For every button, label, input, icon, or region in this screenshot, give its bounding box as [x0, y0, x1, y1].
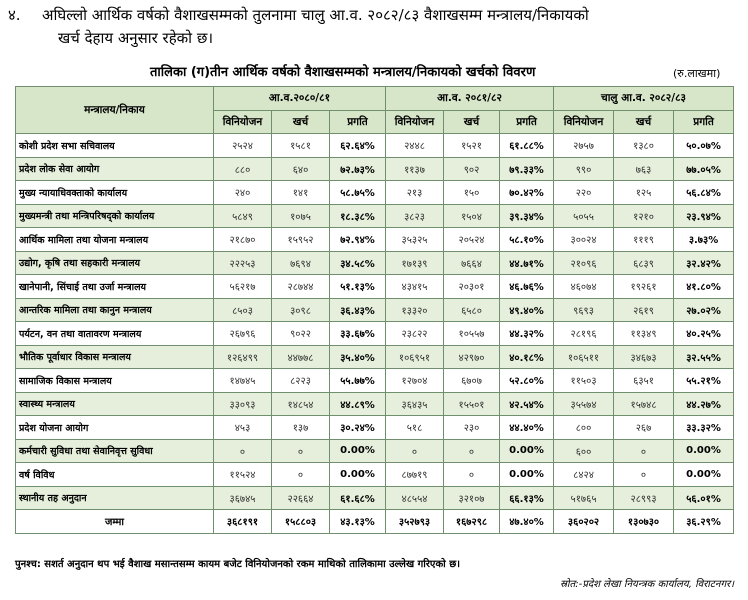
progress-cell: ७७.०५% [674, 157, 734, 181]
amount-cell: २१३ [386, 181, 444, 205]
sub-header: प्रगति [500, 110, 554, 134]
table-row [16, 439, 734, 463]
amount-cell: ९०२२ [272, 322, 330, 346]
intro-paragraph [8, 4, 738, 50]
amount-cell: ३०९८ [272, 298, 330, 322]
amount-cell: ४२९७० [444, 345, 500, 369]
amount-cell: ३६४३५ [386, 392, 444, 416]
amount-cell: १५८१ [272, 134, 330, 158]
progress-cell: 0.00% [674, 439, 734, 463]
amount-cell: ० [614, 439, 674, 463]
progress-cell: 0.00% [500, 439, 554, 463]
ministry-name: उद्योग, कृषि तथा सहकारी मन्त्रालय [16, 251, 214, 275]
amount-cell: २२६६४ [272, 486, 330, 510]
amount-cell: ९०२ [444, 157, 500, 181]
amount-cell: १११९ [614, 228, 674, 252]
table-row [16, 345, 734, 369]
amount-cell: १२७०४ [386, 369, 444, 393]
ministry-name: भौतिक पूर्वाधार विकास मन्त्रालय [16, 345, 214, 369]
amount-cell: २६७ [614, 416, 674, 440]
amount-cell: ७६९४ [272, 251, 330, 275]
amount-cell: १४१ [272, 181, 330, 205]
amount-cell: १३३२० [386, 298, 444, 322]
intro-text-2: खर्च देहाय अनुसार रहेको छ। [58, 29, 214, 47]
table-row [16, 251, 734, 275]
table-row [16, 463, 734, 487]
progress-cell: ५८.७५% [330, 181, 386, 205]
progress-cell: ७२.७३% [330, 157, 386, 181]
amount-cell: ११३७ [386, 157, 444, 181]
amount-cell: ७६६४ [444, 251, 500, 275]
progress-cell: ७२.९४% [330, 228, 386, 252]
amount-cell: २६१९ [614, 298, 674, 322]
amount-cell: २८१९६ [554, 322, 614, 346]
progress-cell: ५५.२१% [674, 369, 734, 393]
progress-cell: ५६.०१% [674, 486, 734, 510]
table-row [16, 486, 734, 510]
table-row [16, 157, 734, 181]
amount-cell: ० [386, 439, 444, 463]
amount-cell: १५० [444, 181, 500, 205]
sub-header: प्रगति [674, 110, 734, 134]
amount-cell: २१८७० [214, 228, 272, 252]
amount-cell: १३७ [272, 416, 330, 440]
amount-cell: १५७४८ [614, 392, 674, 416]
amount-cell: १५५०१ [444, 392, 500, 416]
progress-cell: ७०.४२% [500, 181, 554, 205]
ministry-name: कर्मचारी सुविधा तथा सेवानिवृत्त सुविधा [16, 439, 214, 463]
amount-cell: २६७९६ [214, 322, 272, 346]
progress-cell: ५८.१०% [500, 228, 554, 252]
amount-cell: १०६५११ [554, 345, 614, 369]
progress-cell: २३.९४% [674, 204, 734, 228]
amount-cell: २२० [554, 181, 614, 205]
table-body [16, 134, 734, 534]
ministry-name: स्वास्थ्य मन्त्रालय [16, 392, 214, 416]
amount-cell: ४५३ [214, 416, 272, 440]
progress-cell: ३.७३% [674, 228, 734, 252]
ministry-name: प्रदेश लोक सेवा आयोग [16, 157, 214, 181]
amount-cell: ८५०३ [214, 298, 272, 322]
progress-cell: ६१.६८% [330, 486, 386, 510]
amount-cell: २४० [214, 181, 272, 205]
amount-cell: ३६७४५ [214, 486, 272, 510]
amount-cell: १५०४ [444, 204, 500, 228]
ministry-name: आर्थिक मामिला तथा योजना मन्त्रालय [16, 228, 214, 252]
amount-cell: ४६०७४ [554, 275, 614, 299]
table-row [16, 322, 734, 346]
amount-cell: २३० [444, 416, 500, 440]
sub-header: विनियोजन [214, 110, 272, 134]
progress-cell: ५२.८०% [500, 369, 554, 393]
progress-cell: ४४.४०% [500, 416, 554, 440]
amount-cell: १७१३९ [386, 251, 444, 275]
progress-cell: ४४.८९% [330, 392, 386, 416]
progress-cell: ६६.१३% [500, 486, 554, 510]
amount-cell: ८४२४ [554, 463, 614, 487]
amount-cell: १०७५ [272, 204, 330, 228]
amount-cell: २४४८ [386, 134, 444, 158]
progress-cell: ६१.८८% [500, 134, 554, 158]
ministry-name: सामाजिक विकास मन्त्रालय [16, 369, 214, 393]
amount-cell: १३०७३० [614, 510, 674, 534]
progress-cell: ३६.४३% [330, 298, 386, 322]
progress-cell: ५१.१३% [330, 275, 386, 299]
progress-cell: 0.00% [500, 463, 554, 487]
amount-cell: ३३०९३ [214, 392, 272, 416]
amount-cell: ९६९३ [554, 298, 614, 322]
table-row [16, 298, 734, 322]
amount-cell: ३६०२०२ [554, 510, 614, 534]
total-label: जम्मा [16, 510, 214, 534]
progress-cell: ३३.३२% [674, 416, 734, 440]
sub-header: खर्च [444, 110, 500, 134]
amount-cell: ११५०३ [554, 369, 614, 393]
ministry-name: प्रदेश योजना आयोग [16, 416, 214, 440]
ministry-name: आन्तरिक मामिला तथा कानुन मन्त्रालय [16, 298, 214, 322]
amount-cell: १०५५७ [444, 322, 500, 346]
amount-cell: १०६९५१ [386, 345, 444, 369]
amount-cell: १९२६१ [614, 275, 674, 299]
progress-cell: ४४.३२% [500, 322, 554, 346]
table-caption: तालिका (ग)तीन आर्थिक वर्षको वैशाखसम्मको मन्त्रालय/निकायको खर्चको विवरण [150, 65, 536, 80]
table-row [16, 369, 734, 393]
table-row [16, 181, 734, 205]
footnote: पुनश्च: सशर्त अनुदान थप भई वैशाख मसान्तसम्म कायम बजेट विनियोजनको रकम माथिको तालिकामा उल्लेख गरिएको छ। [15, 559, 461, 570]
amount-cell: १४८५४ [272, 392, 330, 416]
unit-label: (रु.लाखमा) [673, 67, 721, 80]
progress-cell: 0.00% [674, 463, 734, 487]
amount-cell: २०३०१ [444, 275, 500, 299]
progress-cell: ४४.७१% [500, 251, 554, 275]
section-number: ४. [8, 6, 21, 24]
amount-cell: ३६८१९१ [214, 510, 272, 534]
amount-cell: ६४० [272, 157, 330, 181]
ministry-column-header: मन्त्रालय/निकाय [16, 87, 214, 134]
amount-cell: ११५२४ [214, 463, 272, 487]
amount-cell: ४८५५४ [386, 486, 444, 510]
amount-cell: ५१८ [386, 416, 444, 440]
table-row [16, 392, 734, 416]
amount-cell: १५८८०३ [272, 510, 330, 534]
amount-cell: २२२५३ [214, 251, 272, 275]
amount-cell: १२५ [614, 181, 674, 205]
year-header-2: आ.व. २०८१/८२ [386, 87, 554, 111]
total-row [16, 510, 734, 534]
amount-cell: ५०५५ [554, 204, 614, 228]
ministry-name: वर्ष विविध [16, 463, 214, 487]
ministry-name: पर्यटन, वन तथा वातावरण मन्त्रालय [16, 322, 214, 346]
amount-cell: ३५५७४ [554, 392, 614, 416]
amount-cell: १५९५२ [272, 228, 330, 252]
table-row [16, 228, 734, 252]
progress-cell: ३३.६७% [330, 322, 386, 346]
progress-cell: ६२.६४% [330, 134, 386, 158]
amount-cell: ३२१०७ [444, 486, 500, 510]
progress-cell: ३२.५५% [674, 345, 734, 369]
sub-header: विनियोजन [554, 110, 614, 134]
amount-cell: ३८२३ [386, 204, 444, 228]
amount-cell: ९९० [554, 157, 614, 181]
progress-cell: ४१.८०% [674, 275, 734, 299]
progress-cell: १८.३८% [330, 204, 386, 228]
expenditure-table [15, 86, 734, 534]
ministry-name: खानेपानी, सिंचाई तथा उर्जा मन्त्रालय [16, 275, 214, 299]
table-row [16, 275, 734, 299]
amount-cell: २१०९६ [554, 251, 614, 275]
progress-cell: ५०.०७% [674, 134, 734, 158]
progress-cell: ४२.५४% [500, 392, 554, 416]
amount-cell: ४४७७८ [272, 345, 330, 369]
amount-cell: १२६४९९ [214, 345, 272, 369]
amount-cell: ० [272, 463, 330, 487]
progress-cell: ५६.८४% [674, 181, 734, 205]
intro-line-1 [8, 4, 738, 27]
ministry-name: मुख्य न्यायाधिवक्ताको कार्यालय [16, 181, 214, 205]
amount-cell: २०५२४ [444, 228, 500, 252]
amount-cell: २८९९३ [614, 486, 674, 510]
amount-cell: ८७७१९ [386, 463, 444, 487]
amount-cell: ५८४९ [214, 204, 272, 228]
sub-header: खर्च [614, 110, 674, 134]
amount-cell: ६८३९ [614, 251, 674, 275]
progress-cell: ३५.४०% [330, 345, 386, 369]
amount-cell: १६७२९८ [444, 510, 500, 534]
amount-cell: ८०० [554, 416, 614, 440]
ministry-name: स्थानीय तह अनुदान [16, 486, 214, 510]
year-header-1: आ.व.२०८०/८१ [214, 87, 386, 111]
amount-cell: २३८२२ [386, 322, 444, 346]
amount-cell: ६३५१ [614, 369, 674, 393]
progress-cell: 0.00% [330, 463, 386, 487]
amount-cell: १४७४५ [214, 369, 272, 393]
amount-cell: ३००२४ [554, 228, 614, 252]
progress-cell: २७.०२% [674, 298, 734, 322]
progress-cell: ३९.३४% [500, 204, 554, 228]
amount-cell: १५२१ [444, 134, 500, 158]
amount-cell: ८८० [214, 157, 272, 181]
progress-cell: ४७.४०% [500, 510, 554, 534]
amount-cell: ४३४१५ [386, 275, 444, 299]
amount-cell: ६०० [554, 439, 614, 463]
progress-cell: ४०.१८% [500, 345, 554, 369]
amount-cell: ३४६७३ [614, 345, 674, 369]
amount-cell: ३५२७९३ [386, 510, 444, 534]
amount-cell: ३५३२५ [386, 228, 444, 252]
progress-cell: ४६.७६% [500, 275, 554, 299]
amount-cell: २८७४४ [272, 275, 330, 299]
year-header-3: चालु आ.व. २०८२/८३ [554, 87, 734, 111]
amount-cell: ८२२३ [272, 369, 330, 393]
progress-cell: ४९.४०% [500, 298, 554, 322]
amount-cell: ० [272, 439, 330, 463]
amount-cell: २७५७ [554, 134, 614, 158]
amount-cell: ६७०७ [444, 369, 500, 393]
amount-cell: ११३४९ [614, 322, 674, 346]
amount-cell: १२१० [614, 204, 674, 228]
sub-header: प्रगति [330, 110, 386, 134]
amount-cell: ५१७६५ [554, 486, 614, 510]
progress-cell: ३६.२९% [674, 510, 734, 534]
progress-cell: ३०.२४% [330, 416, 386, 440]
amount-cell: २५२४ [214, 134, 272, 158]
intro-text-1: अघिल्लो आर्थिक वर्षको वैशाखसम्मको तुलनामा चालु आ.व. २०८२/८३ वैशाखसम्म मन्त्रालय/निकायको [42, 6, 589, 24]
source-note: स्रोत:-प्रदेश लेखा नियन्त्रक कार्यालय, विराटनगर। [560, 579, 734, 590]
progress-cell: ७९.३३% [500, 157, 554, 181]
amount-cell: १३८० [614, 134, 674, 158]
amount-cell: ० [614, 463, 674, 487]
progress-cell: ४०.२५% [674, 322, 734, 346]
amount-cell: ५६२१७ [214, 275, 272, 299]
sub-header: विनियोजन [386, 110, 444, 134]
progress-cell: ४३.१३% [330, 510, 386, 534]
amount-cell: ७६३ [614, 157, 674, 181]
amount-cell: ६५८० [444, 298, 500, 322]
amount-cell: ० [214, 439, 272, 463]
progress-cell: ४४.२७% [674, 392, 734, 416]
amount-cell: ० [444, 439, 500, 463]
table-row [16, 204, 734, 228]
amount-cell: ० [444, 463, 500, 487]
progress-cell: ५५.७७% [330, 369, 386, 393]
table-row [16, 134, 734, 158]
progress-cell: ३२.४२% [674, 251, 734, 275]
table-row [16, 416, 734, 440]
ministry-name: मुख्यमन्त्री तथा मन्त्रिपरिषद्को कार्यालय [16, 204, 214, 228]
sub-header: खर्च [272, 110, 330, 134]
progress-cell: ३४.५८% [330, 251, 386, 275]
progress-cell: 0.00% [330, 439, 386, 463]
ministry-name: कोशी प्रदेश सभा सचिवालय [16, 134, 214, 158]
